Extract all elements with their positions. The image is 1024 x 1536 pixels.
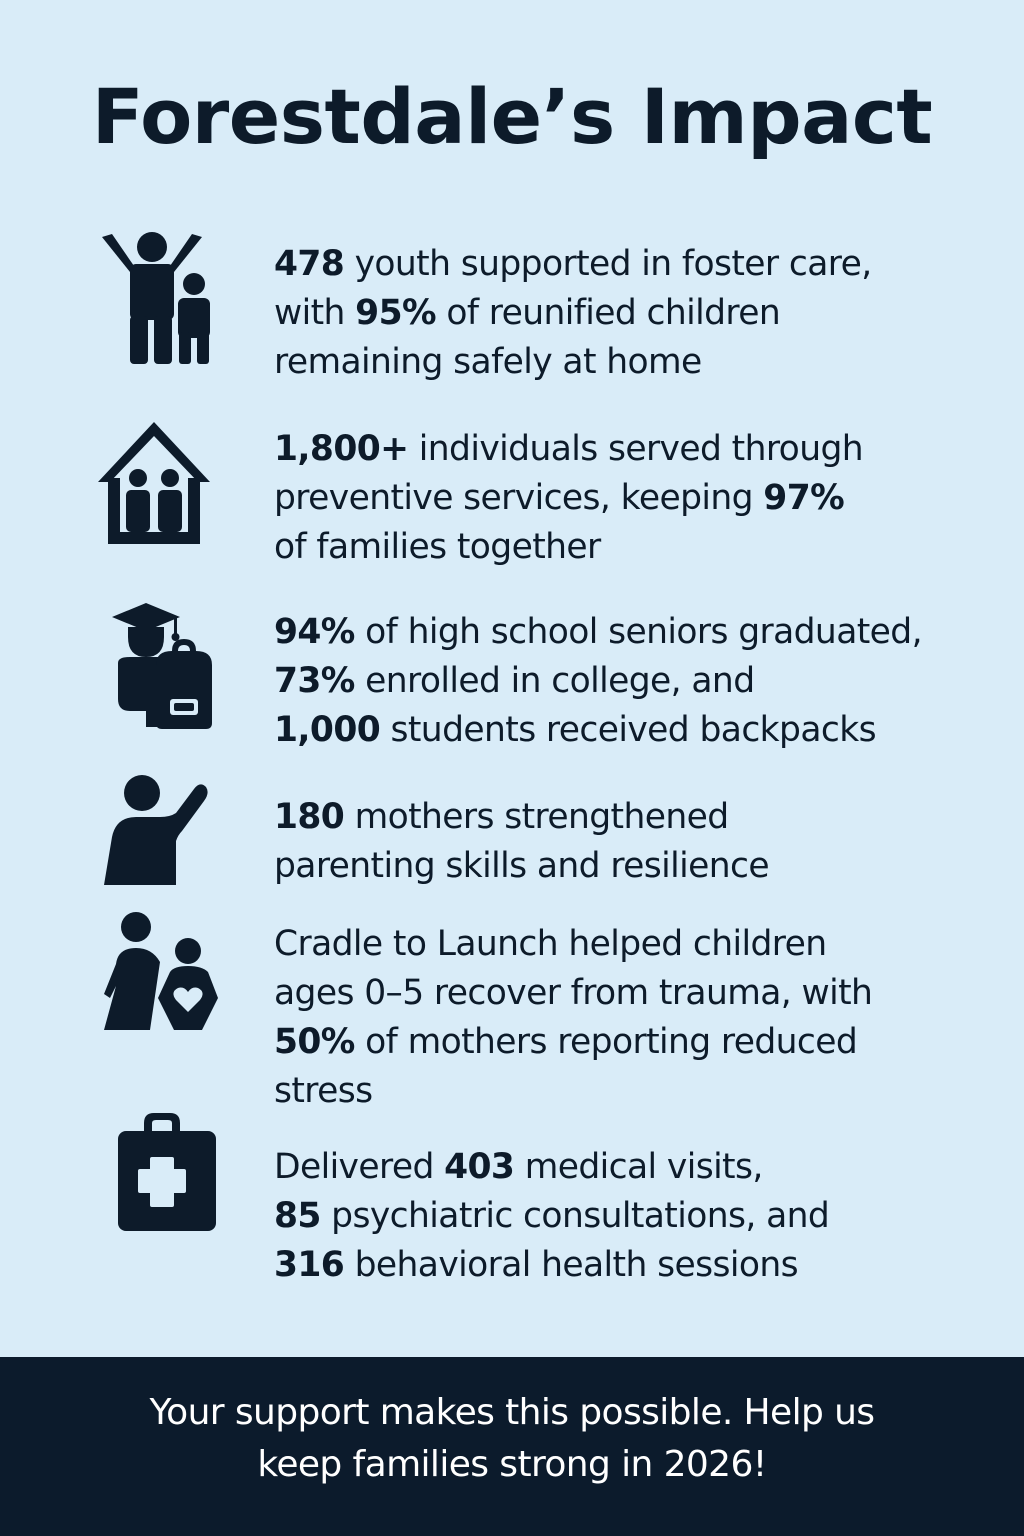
family-house-icon bbox=[90, 420, 240, 570]
stat-text: Delivered 403 medical visits, 85 psychiatric consultations, and 316 behavioral health sessions bbox=[274, 1147, 830, 1285]
stat-text: 94% of high school seniors graduated, 73% enrolled in college, and 1,000 students received backpacks bbox=[274, 612, 922, 750]
stat-text: 180 mothers strengthened parenting skills and resilience bbox=[274, 797, 769, 886]
footer-message: Your support makes this possible. Help us keep families strong in 2026! bbox=[149, 1392, 875, 1485]
medical-kit-icon bbox=[90, 1113, 240, 1263]
footer-banner bbox=[0, 1357, 1024, 1536]
graduate-backpack-icon bbox=[90, 603, 240, 753]
stat-text: 1,800+ individuals served through preventive services, keeping 97% of families together bbox=[274, 429, 864, 567]
mother-child-heart-icon bbox=[90, 912, 240, 1062]
children-cheering-icon bbox=[90, 232, 240, 382]
page-title: Forestdale’s Impact bbox=[91, 72, 933, 161]
stat-text: Cradle to Launch helped children ages 0–5 recover from trauma, with 50% of mothers reporting reduced stress bbox=[274, 924, 873, 1111]
stat-text: 478 youth supported in foster care, with 95% of reunified children remaining safely at home bbox=[274, 244, 872, 382]
mother-waving-icon bbox=[90, 773, 240, 923]
